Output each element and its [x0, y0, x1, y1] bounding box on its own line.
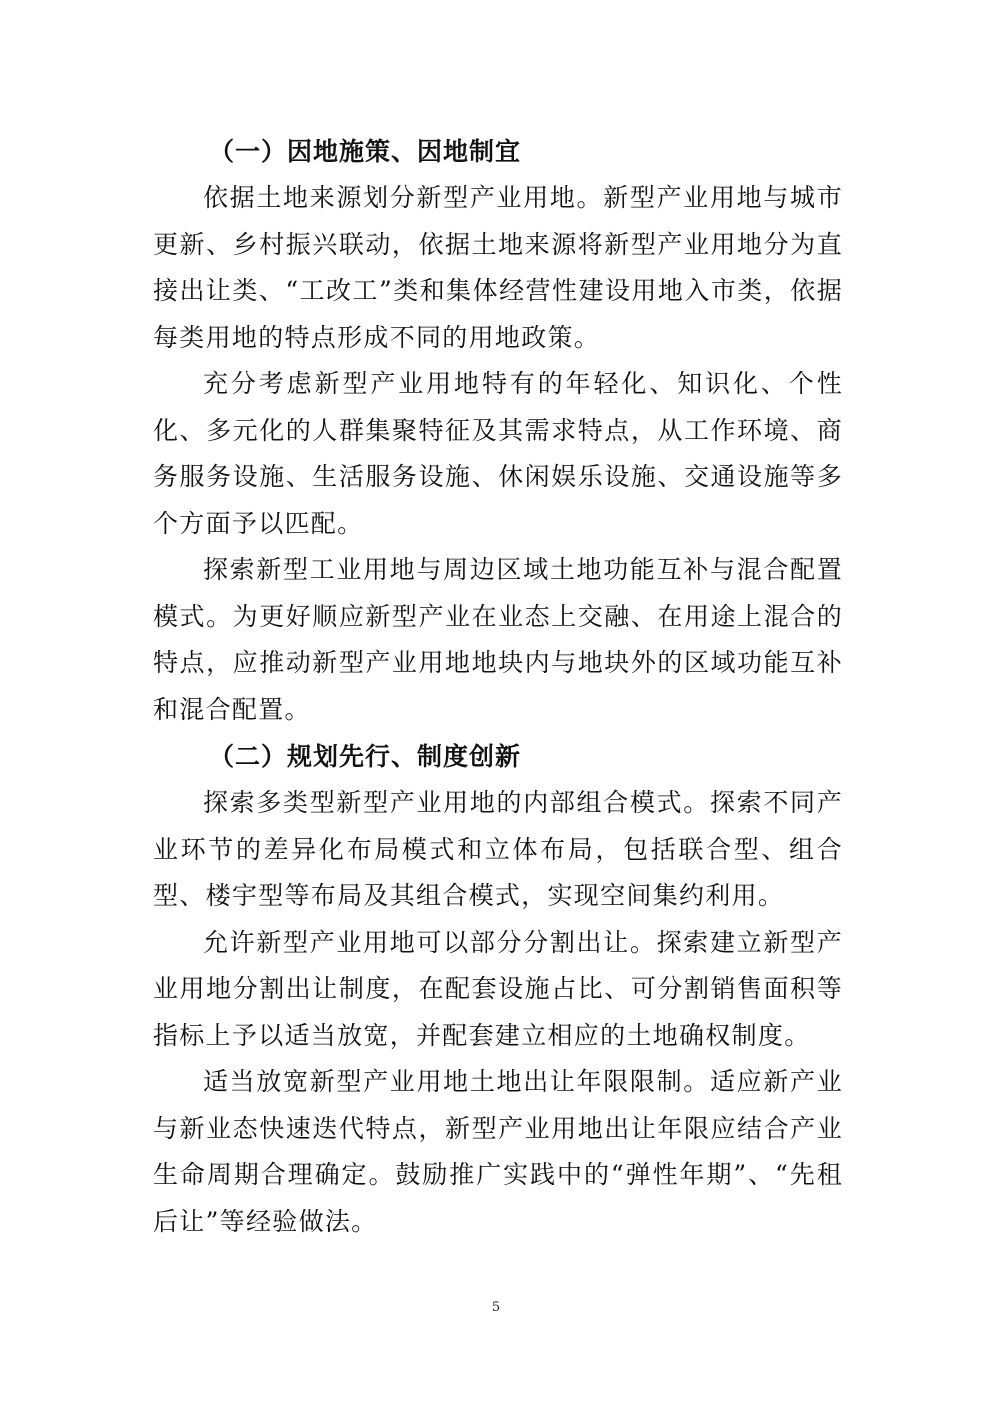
paragraph: 充分考虑新型产业用地特有的年轻化、知识化、个性化、多元化的人群集聚特征及其需求特点，从工作环境、商务服务设施、生活服务设施、休闲娱乐设施、交通设施等多个方面予以匹配。	[153, 369, 843, 538]
paragraph: 依据土地来源划分新型产业用地。新型产业用地与城市更新、乡村振兴联动，依据土地来源将新型产业用地分为直接出让类、“工改工”类和集体经营性建设用地入市类，依据每类用地的特点形成不同的用地政策。	[153, 183, 843, 352]
section-heading-2: （二）规划先行、制度创新	[209, 742, 522, 771]
paragraph: 探索多类型新型产业用地的内部组合模式。探索不同产业环节的差异化布局模式和立体布局，包括联合型、组合型、楼宇型等布局及其组合模式，实现空间集约利用。	[153, 788, 843, 910]
page-number: 5	[491, 1300, 501, 1315]
paragraph: 适当放宽新型产业用地土地出让年限限制。适应新产业与新业态快速迭代特点，新型产业用地出让年限应结合产业生命周期合理确定。鼓励推广实践中的“弹性年期”、“先租后让”等经验做法。	[153, 1067, 843, 1236]
paragraph: 探索新型工业用地与周边区域土地功能互补与混合配置模式。为更好顺应新型产业在业态上交融、在用途上混合的特点，应推动新型产业用地地块内与地块外的区域功能互补和混合配置。	[153, 555, 843, 724]
paragraph: 允许新型产业用地可以部分分割出让。探索建立新型产业用地分割出让制度，在配套设施占比、可分割销售面积等指标上予以适当放宽，并配套建立相应的土地确权制度。	[153, 927, 843, 1050]
document-body	[153, 128, 843, 1245]
section-heading-1: （一）因地施策、因地制宜	[209, 137, 522, 166]
